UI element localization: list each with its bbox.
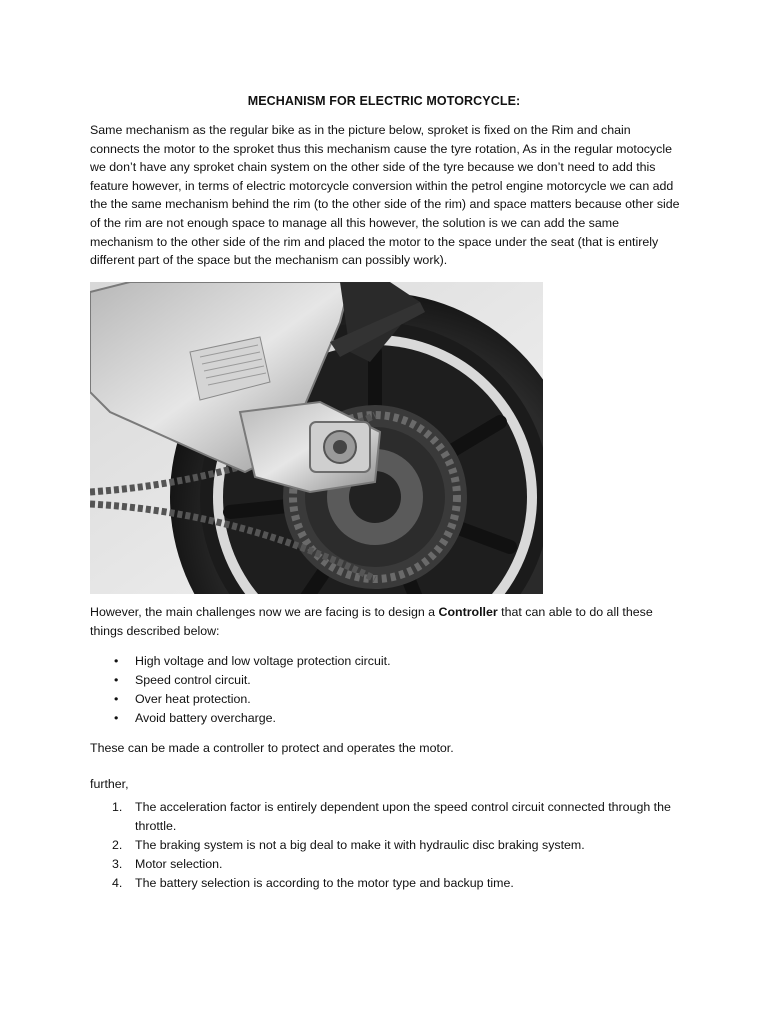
list-item: [90, 855, 680, 874]
list-item: [90, 709, 690, 728]
list-number: 2.: [112, 838, 123, 852]
list-item-text: Speed control circuit.: [135, 673, 251, 687]
list-item-text: Avoid battery overcharge.: [135, 711, 276, 725]
list-number: 4.: [112, 876, 123, 890]
controller-keyword: Controller: [438, 605, 498, 619]
wheel-illustration: [90, 282, 543, 594]
considerations-list: [90, 798, 690, 893]
page-title: MECHANISM FOR ELECTRIC MOTORCYCLE:: [247, 94, 521, 108]
motorcycle-rear-wheel-photo: [90, 282, 543, 594]
list-item: [90, 671, 690, 690]
list-item: [90, 874, 680, 893]
requirements-list: [90, 652, 690, 728]
list-number: 1.: [112, 800, 123, 814]
list-number: 3.: [112, 857, 123, 871]
list-item-text: The braking system is not a big deal to make it with hydraulic disc braking system.: [135, 838, 585, 852]
bullet-icon: •: [114, 673, 119, 687]
list-item: [90, 652, 690, 671]
intro-paragraph: Same mechanism as the regular bike as in the picture below, sproket is fixed on the Rim and chain connects the motor to the sproket thus this mechanism cause the tyre rotation, As in the regular motocycle we don’t have any sproket chain system on the other side of the tyre because we don’t need to add this feature however, in terms of electric motorcycle conversion within the petrol engine motorcycle we can add the the same mechanism behind the rim (to the other side of the rim) and space matters because other side of the rim are not enough space to manage all this however, the solution is we can add the same mechanism to the other side of the rim and placed the motor to the space under the seat (that is entirely different part of the space but the mechanism can possibly work).: [90, 123, 680, 268]
list-item: [90, 836, 680, 855]
list-item-text: Motor selection.: [135, 857, 223, 871]
challenge-text-before: However, the main challenges now we are facing is to design a: [90, 605, 439, 619]
controller-paragraph: These can be made a controller to protect and operates the motor.: [90, 741, 454, 755]
challenge-text-after: that can able to do all these things described below:: [90, 605, 653, 638]
list-item-text: The battery selection is according to the motor type and backup time.: [135, 876, 514, 890]
list-item: [90, 690, 690, 709]
bullet-icon: •: [114, 654, 119, 668]
challenge-paragraph: [90, 603, 680, 640]
list-item-text: The acceleration factor is entirely dependent upon the speed control circuit connected through the throttle.: [135, 800, 671, 833]
list-item-text: Over heat protection.: [135, 692, 251, 706]
bullet-icon: •: [114, 692, 119, 706]
bullet-icon: •: [114, 711, 119, 725]
further-label: further,: [90, 777, 129, 791]
list-item: [90, 798, 680, 836]
list-item-text: High voltage and low voltage protection circuit.: [135, 654, 391, 668]
